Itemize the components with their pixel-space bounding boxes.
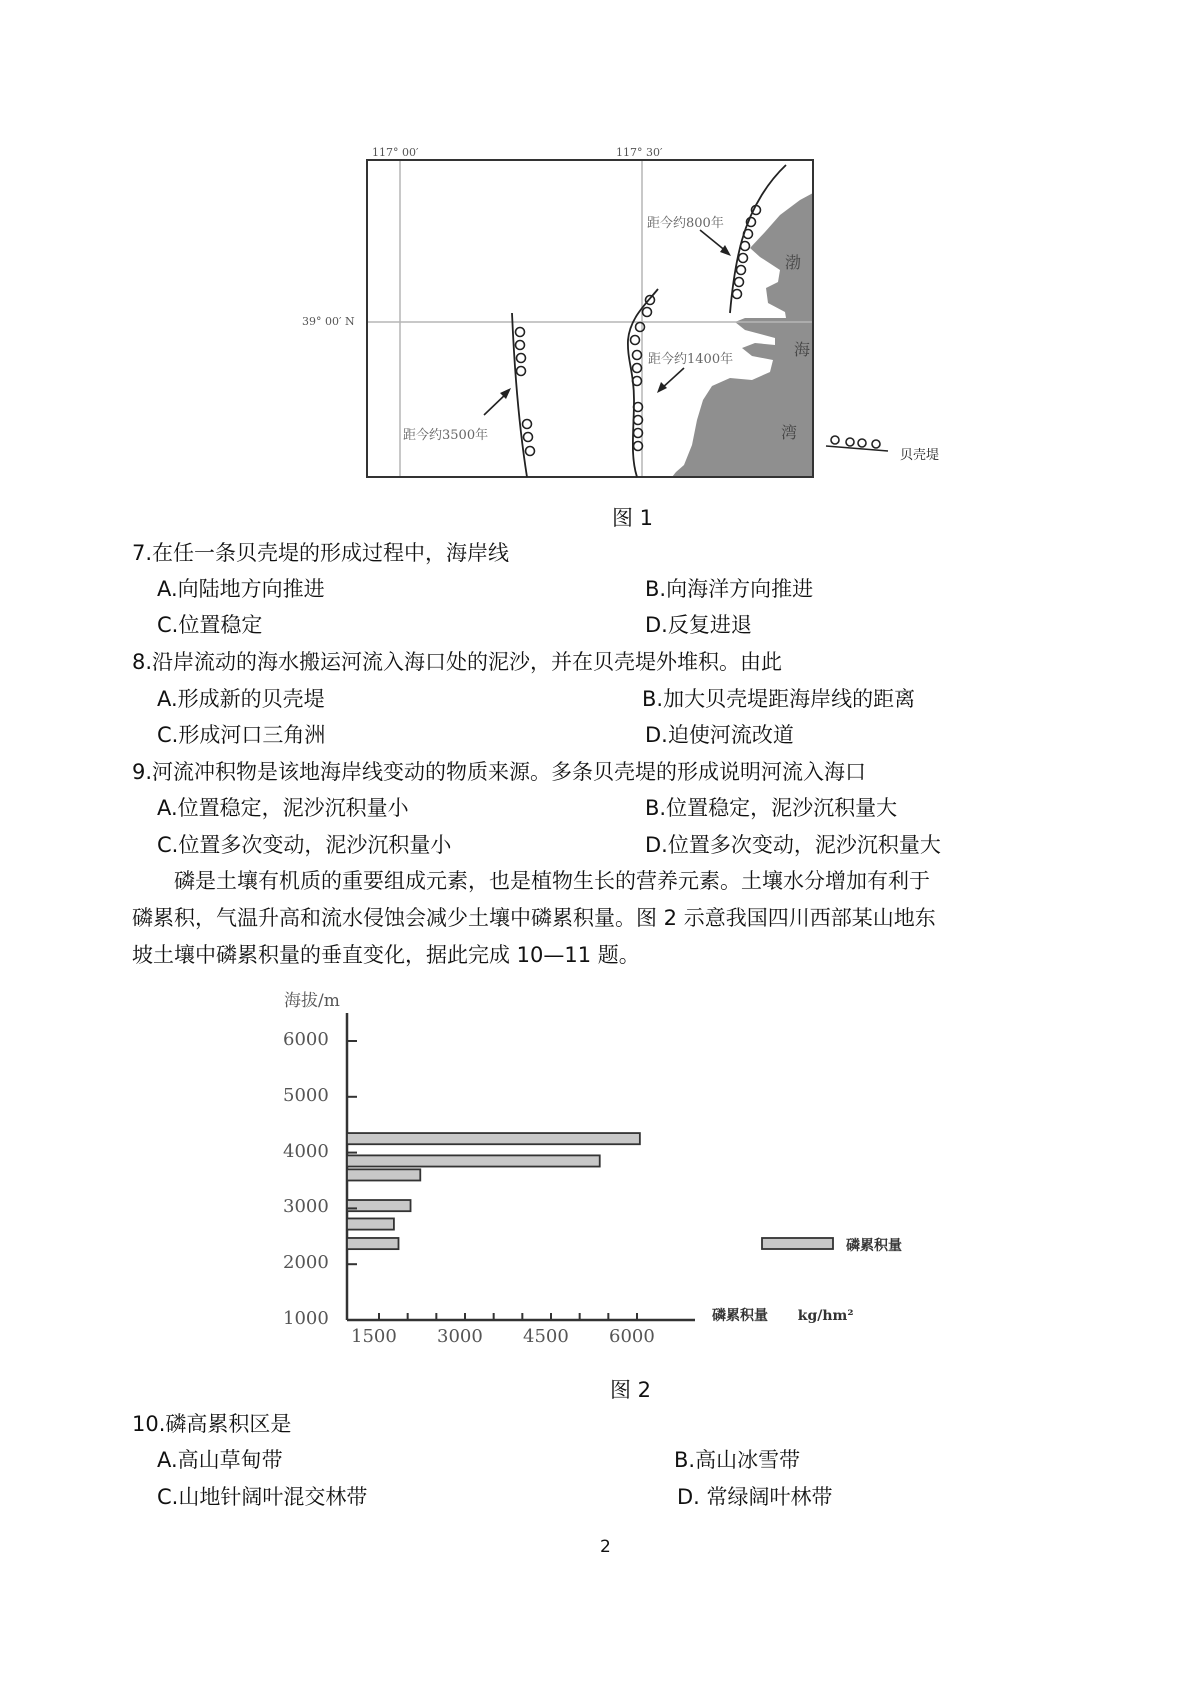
passage-line-3: 坡土壤中磷累积量的垂直变化，据此完成 10—11 题。: [132, 943, 640, 967]
x-tick-label: 3000: [437, 1326, 483, 1347]
legend-label: 磷累积量: [846, 1238, 902, 1254]
option-b[interactable]: B.位置稳定，泥沙沉积量大: [645, 796, 898, 820]
passage-line-1: 磷是土壤有机质的重要组成元素，也是植物生长的营养元素。土壤水分增加有利于: [174, 869, 930, 893]
option-a[interactable]: A.向陆地方向推进: [157, 577, 325, 601]
option-a[interactable]: A.位置稳定，泥沙沉积量小: [157, 796, 409, 820]
option-c[interactable]: C.山地针阔叶混交林带: [157, 1485, 368, 1509]
x-axis-title-text: 磷累积量: [712, 1308, 768, 1324]
legend-label-shell-dike: 贝壳堤: [900, 448, 940, 463]
y-tick-label: 2000: [283, 1252, 329, 1274]
option-c[interactable]: C.位置稳定: [157, 613, 263, 637]
bar-6: [347, 1238, 398, 1249]
lon-label-117-00: 117° 00′: [372, 146, 419, 159]
bar-1: [347, 1133, 640, 1144]
option-d[interactable]: D.反复进退: [645, 613, 752, 637]
y-tick-label: 5000: [283, 1084, 329, 1106]
question-stem: 9.河流冲积物是该地海岸线变动的物质来源。多条贝壳堤的形成说明河流入海口: [132, 760, 867, 784]
dike-label-3500: 距今约3500年: [403, 428, 489, 443]
lon-label-117-30: 117° 30′: [616, 146, 663, 159]
y-tick-label: 3000: [283, 1196, 329, 1218]
sea-name-char-3: 湾: [781, 423, 798, 442]
option-a[interactable]: A.形成新的贝壳堤: [157, 687, 325, 711]
x-tick-label: 6000: [609, 1326, 655, 1347]
x-tick-label: 1500: [351, 1326, 397, 1347]
y-axis-title: 海拔/m: [284, 991, 340, 1011]
bar-3: [347, 1169, 420, 1180]
figure1-caption: 图 1: [612, 506, 654, 530]
option-a[interactable]: A.高山草甸带: [157, 1448, 283, 1472]
question-stem: 10.磷高累积区是: [132, 1412, 292, 1436]
x-axis-unit: kg/hm²: [797, 1308, 854, 1324]
option-b[interactable]: B.向海洋方向推进: [645, 577, 814, 601]
sea-name-char-1: 渤: [785, 253, 802, 272]
dike-label-1400: 距今约1400年: [648, 352, 734, 367]
bar-2: [347, 1155, 600, 1166]
question-stem: 7.在任一条贝壳堤的形成过程中，海岸线: [132, 541, 510, 565]
option-d[interactable]: D. 常绿阔叶林带: [677, 1485, 833, 1509]
legend-swatch: [762, 1238, 833, 1249]
chart-bars: [347, 1133, 640, 1249]
dike-label-800: 距今约800年: [647, 216, 724, 231]
page-number: 2: [600, 1537, 611, 1557]
question-stem: 8.沿岸流动的海水搬运河流入海口处的泥沙，并在贝壳堤外堆积。由此: [132, 650, 783, 674]
bar-5: [347, 1218, 394, 1229]
bar-4: [347, 1200, 411, 1211]
passage-line-2: 磷累积，气温升高和流水侵蚀会减少土壤中磷累积量。图 2 示意我国四川西部某山地东: [132, 906, 936, 930]
option-d[interactable]: D.迫使河流改道: [645, 723, 794, 747]
option-b[interactable]: B.高山冰雪带: [674, 1448, 801, 1472]
y-tick-label: 4000: [283, 1140, 329, 1162]
sea-name-char-2: 海: [794, 340, 811, 359]
option-d[interactable]: D.位置多次变动，泥沙沉积量大: [645, 833, 941, 857]
option-c[interactable]: C.位置多次变动，泥沙沉积量小: [157, 833, 452, 857]
option-c[interactable]: C.形成河口三角洲: [157, 723, 326, 747]
x-tick-label: 4500: [523, 1326, 569, 1347]
x-axis-title: [712, 1305, 853, 1325]
lat-label-39-00: 39° 00′ N: [302, 315, 355, 328]
figure2-caption: 图 2: [610, 1378, 652, 1402]
y-tick-label: 1000: [283, 1308, 329, 1329]
option-b[interactable]: B.加大贝壳堤距海岸线的距离: [642, 687, 916, 711]
y-tick-label: 6000: [283, 1029, 329, 1050]
